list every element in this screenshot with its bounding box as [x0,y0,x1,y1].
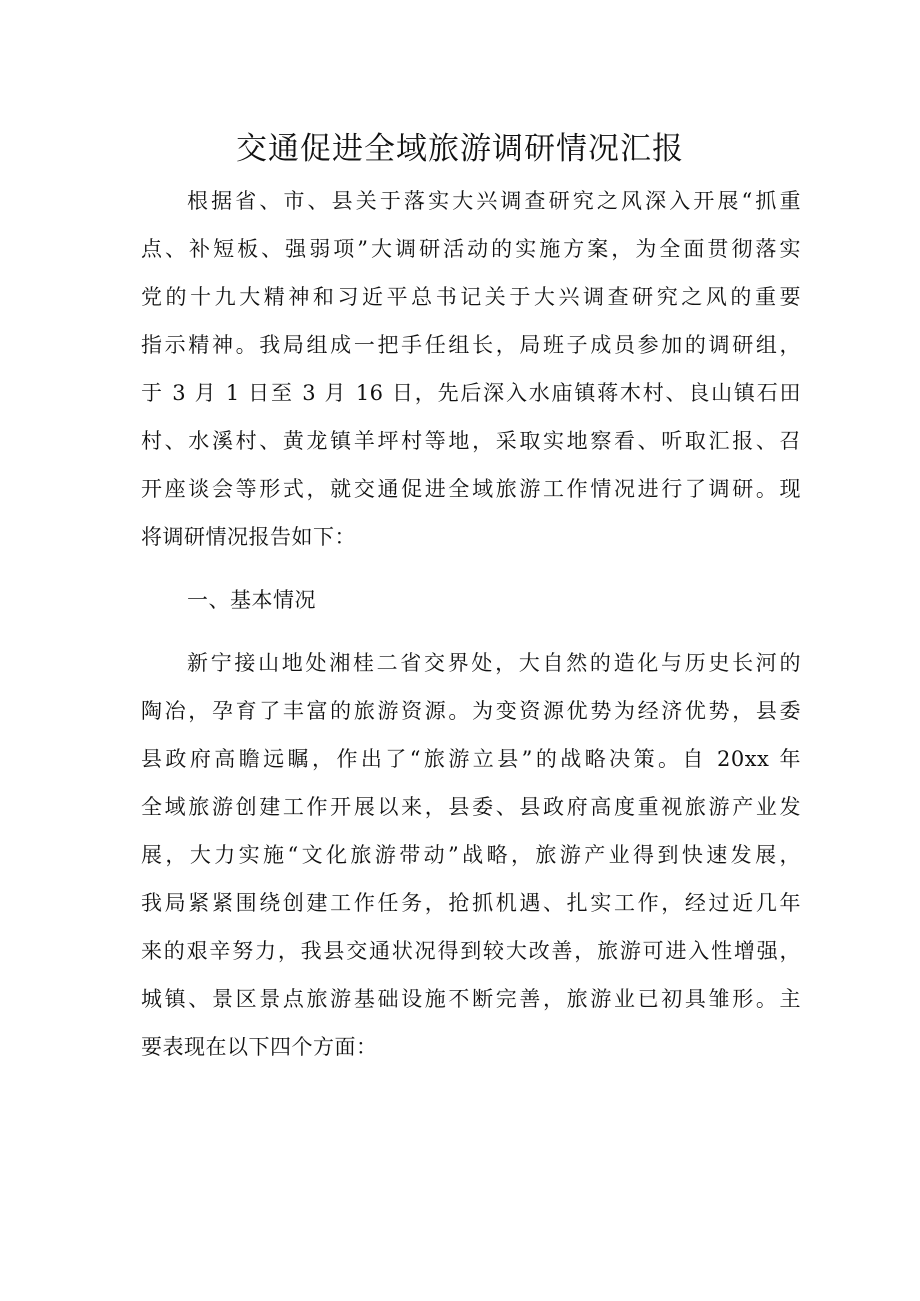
intro-line: 党的十九大精神和习近平总书记关于大兴调查研究之风的重要 [141,285,801,309]
section-heading: 一、基本情况 [187,588,316,612]
section-line: 县政府高瞻远瞩，作出了“旅游立县”的战略决策。自 20xx 年 [141,747,801,771]
paragraph-spacer [141,561,801,576]
intro-line: 根据省、市、县关于落实大兴调查研究之风深入开展“抓重 [187,189,801,213]
section-line: 展，大力实施“文化旅游带动”战略，旅游产业得到快速发展， [141,843,801,867]
section-line: 来的艰辛努力，我县交通状况得到较大改善，旅游可进入性增强， [141,939,801,963]
intro-line: 于 3 月 1 日至 3 月 16 日，先后深入水庙镇蒋木村、良山镇石田 [141,381,801,405]
section-line: 城镇、景区景点旅游基础设施不断完善，旅游业已初具雏形。主 [141,987,801,1011]
section-line: 我局紧紧围绕创建工作任务，抢抓机遇、扎实工作，经过近几年 [141,891,801,915]
section-line: 全域旅游创建工作开展以来，县委、县政府高度重视旅游产业发 [141,795,801,819]
document-body [141,177,801,1071]
section-line: 新宁接山地处湘桂二省交界处，大自然的造化与历史长河的 [187,651,801,675]
intro-line: 村、水溪村、黄龙镇羊坪村等地，采取实地察看、听取汇报、召 [141,429,801,453]
section-line: 要表现在以下四个方面： [141,1035,378,1059]
paragraph-spacer [141,624,801,639]
section-line: 陶冶，孕育了丰富的旅游资源。为变资源优势为经济优势，县委 [141,699,801,723]
document-title: 交通促进全域旅游调研情况汇报 [236,131,684,167]
intro-line: 开座谈会等形式，就交通促进全域旅游工作情况进行了调研。现 [141,477,801,501]
intro-line: 将调研情况报告如下： [141,525,356,549]
intro-line: 指示精神。我局组成一把手任组长，局班子成员参加的调研组， [141,333,801,357]
intro-line: 点、补短板、强弱项”大调研活动的实施方案，为全面贯彻落实 [141,237,801,261]
